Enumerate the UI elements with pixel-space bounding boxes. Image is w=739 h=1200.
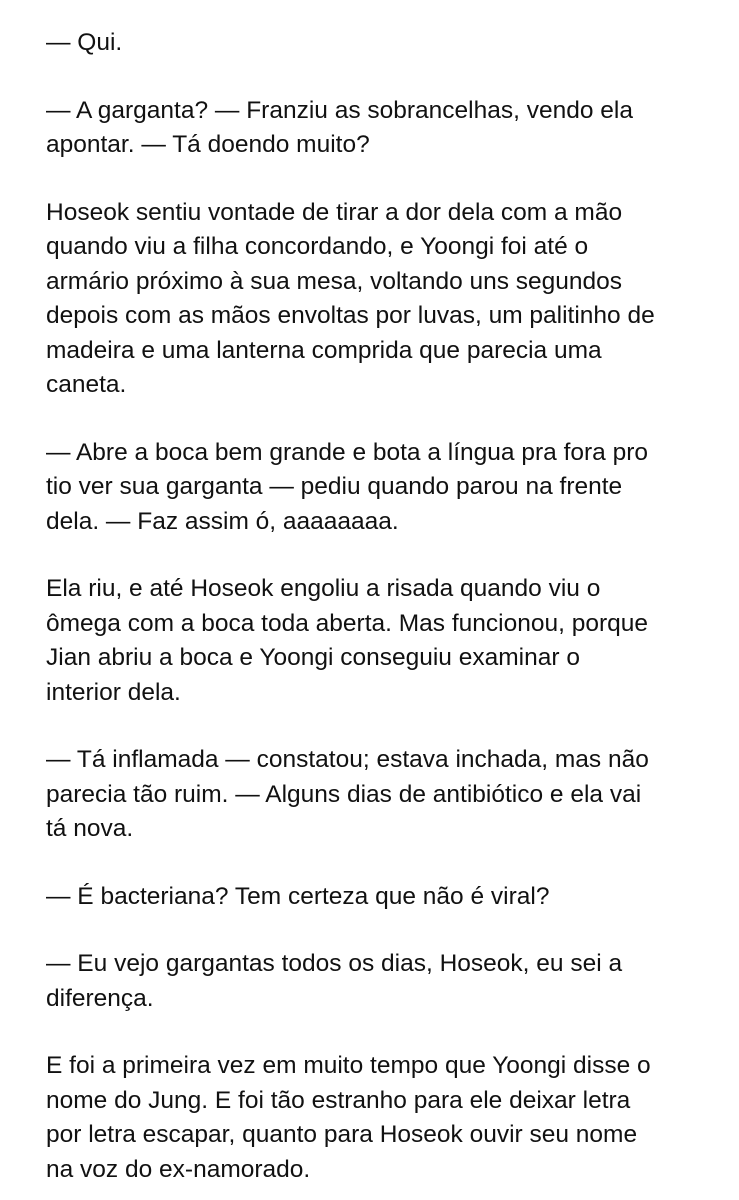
text-line: Jian abriu a boca e Yoongi conseguiu examinar o <box>46 644 580 671</box>
text-line: caneta. <box>46 371 127 398</box>
text-line: — Abre a boca bem grande e bota a língua pra fora pro <box>46 438 649 466</box>
text-line: Ela riu, e até Hoseok engoliu a risada quando viu o <box>46 575 601 602</box>
text-line: nome do Jung. E foi tão estranho para ele deixar letra <box>46 1086 631 1114</box>
text-line: madeira e uma lanterna comprida que parecia uma <box>46 336 602 364</box>
text-line: Hoseok sentiu vontade de tirar a dor dela com a mão <box>46 198 623 226</box>
text-line: na voz do ex-namorado. <box>46 1155 311 1183</box>
text-line: por letra escapar, quanto para Hoseok ouvir seu nome <box>46 1121 638 1148</box>
text-line: parecia tão ruim. — Alguns dias de antibiótico e ela vai <box>46 780 642 808</box>
text-line: dela. — Faz assim ó, aaaaaaaa. <box>46 507 399 535</box>
paragraph-6 <box>46 743 703 847</box>
paragraph-3 <box>46 196 703 403</box>
text-line: — É bacteriana? Tem certeza que não é viral? <box>46 882 550 910</box>
paragraph-2 <box>46 94 703 163</box>
paragraph-4 <box>46 436 703 540</box>
paragraph-8 <box>46 947 703 1016</box>
text-line: quando viu a filha concordando, e Yoongi foi até o <box>46 233 589 260</box>
text-line: ômega com a boca toda aberta. Mas funcionou, porque <box>46 609 648 637</box>
text-line: diferença. <box>46 984 154 1012</box>
paragraph-9 <box>46 1049 703 1187</box>
text-line: depois com as mãos envoltas por luvas, um palitinho de <box>46 302 655 329</box>
text-line: apontar. — Tá doendo muito? <box>46 131 370 158</box>
text-line: — Tá inflamada — constatou; estava inchada, mas não <box>46 746 649 773</box>
text-line: interior dela. <box>46 678 181 706</box>
text-line: — A garganta? — Franziu as sobrancelhas, vendo ela <box>46 96 633 124</box>
text-line: tio ver sua garganta — pediu quando parou na frente <box>46 473 623 500</box>
paragraph-7 <box>46 880 703 915</box>
text-line: — Qui. <box>46 29 123 56</box>
paragraph-5 <box>46 572 703 710</box>
text-line: armário próximo à sua mesa, voltando uns segundos <box>46 267 623 295</box>
text-line: — Eu vejo gargantas todos os dias, Hoseok, eu sei a <box>46 950 623 977</box>
paragraph-1 <box>46 26 703 61</box>
text-line: E foi a primeira vez em muito tempo que Yoongi disse o <box>46 1052 651 1079</box>
text-line: tá nova. <box>46 815 134 842</box>
